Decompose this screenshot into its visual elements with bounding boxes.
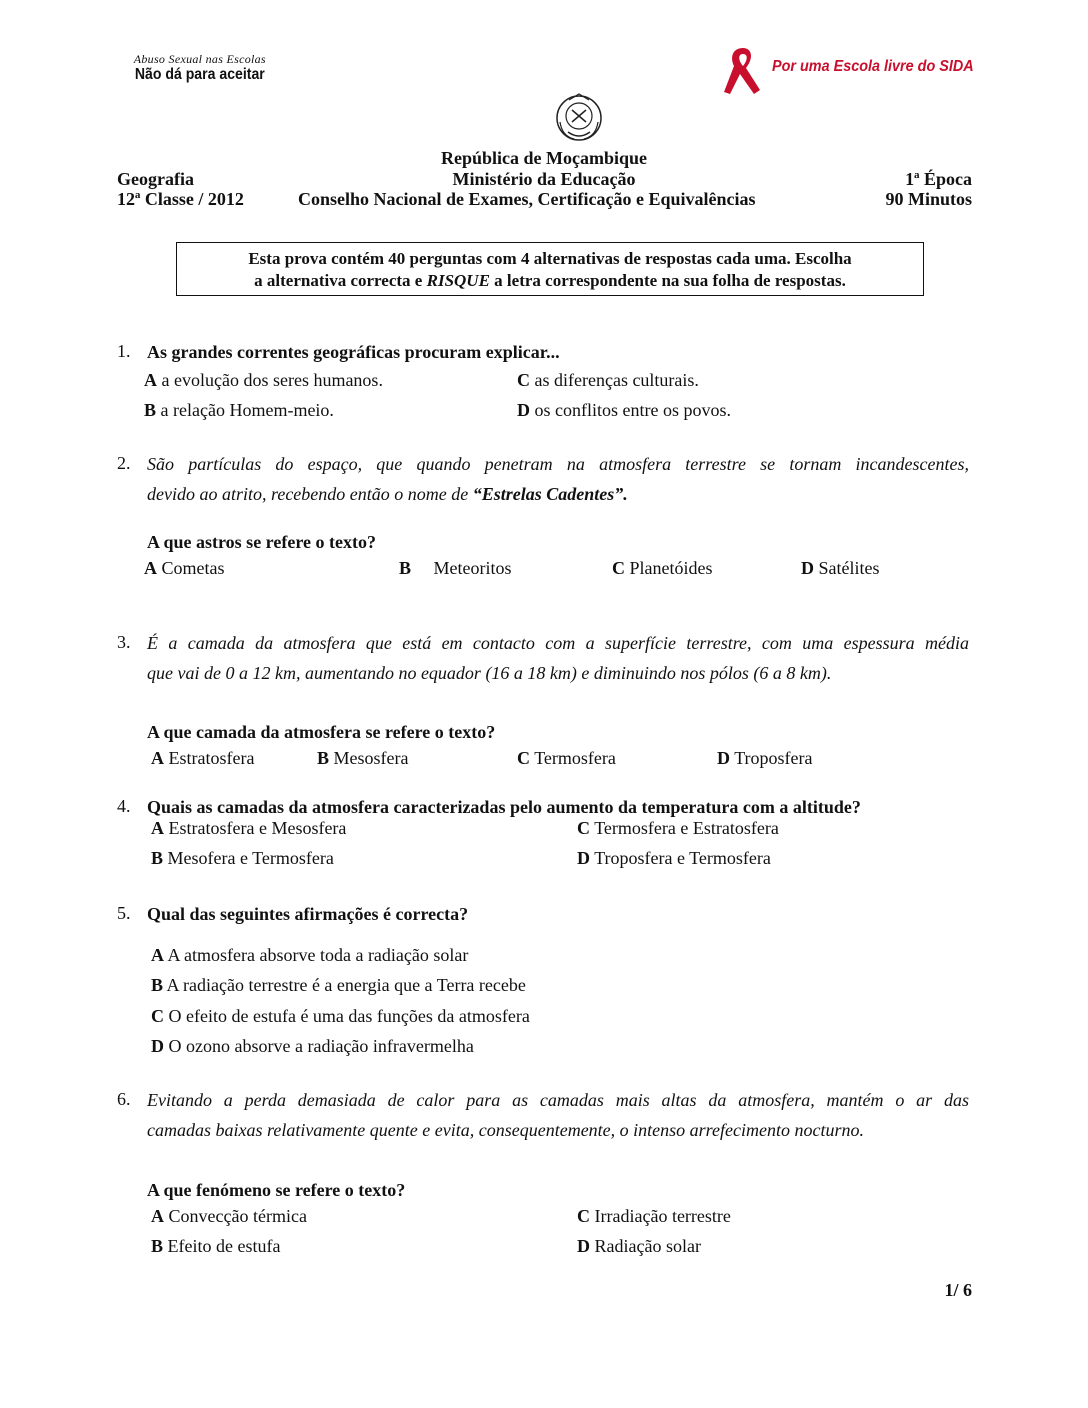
option-d: D Troposfera e Termosfera <box>577 848 771 868</box>
class-year: 12ª Classe / 2012 <box>117 189 244 209</box>
slogan-line-2: Não dá para aceitar <box>134 66 265 83</box>
option-a: A A atmosfera absorve toda a radiação solar <box>151 945 469 965</box>
option-d: D Radiação solar <box>577 1236 701 1256</box>
option-a: A Estratosfera <box>151 748 255 768</box>
question-prompt: A que fenómeno se refere o texto? <box>147 1180 406 1200</box>
question-prompt: Qual das seguintes afirmações é correcta? <box>147 904 469 924</box>
option-d: D os conflitos entre os povos. <box>517 400 731 420</box>
option-b: B a relação Homem-meio. <box>144 400 334 420</box>
instructions-box <box>176 242 924 296</box>
instructions-line-2: a alternativa correcta e RISQUE a letra correspondente na sua folha de respostas. <box>254 271 846 290</box>
question-number: 4. <box>117 796 131 816</box>
option-b: B Efeito de estufa <box>151 1236 281 1256</box>
question-prompt: A que camada da atmosfera se refere o texto? <box>147 722 496 742</box>
option-c: C Irradiação terrestre <box>577 1206 731 1226</box>
question-number: 6. <box>117 1089 131 1109</box>
question-prompt: A que astros se refere o texto? <box>147 532 376 552</box>
option-a: A a evolução dos seres humanos. <box>144 370 383 390</box>
option-d: D Troposfera <box>717 748 813 768</box>
option-a: A Cometas <box>144 558 225 578</box>
red-ribbon-icon <box>718 44 768 98</box>
option-c: C as diferenças culturais. <box>517 370 699 390</box>
question-number: 5. <box>117 903 131 923</box>
question-text-line-1: É a camada da atmosfera que está em contacto com a superfície terrestre, com uma espessura média <box>147 633 969 653</box>
option-c: C O efeito de estufa é uma das funções da atmosfera <box>151 1006 530 1026</box>
top-left-slogan <box>126 52 274 84</box>
question-number: 3. <box>117 632 131 652</box>
subject: Geografia <box>117 169 194 189</box>
top-right-slogan: Por uma Escola livre do SIDA <box>772 58 974 75</box>
option-d: D O ozono absorve a radiação infravermelha <box>151 1036 474 1056</box>
coat-of-arms-emblem <box>554 92 604 144</box>
option-b: B Mesofera e Termosfera <box>151 848 334 868</box>
option-b: B A radiação terrestre é a energia que a Terra recebe <box>151 975 526 995</box>
instructions-emphasis: RISQUE <box>426 271 490 290</box>
question-text-line-2: que vai de 0 a 12 km, aumentando no equador (16 a 18 km) e diminuindo nos pólos (6 a 8 km). <box>147 663 832 683</box>
option-c: C Planetóides <box>612 558 713 578</box>
option-a: A Convecção térmica <box>151 1206 307 1226</box>
instructions-line-1: Esta prova contém 40 perguntas com 4 alternativas de respostas cada uma. Escolha <box>248 249 852 268</box>
question-text-line-2: camadas baixas relativamente quente e evita, consequentemente, o intenso arrefecimento nocturno. <box>147 1120 864 1140</box>
question-text-line-1: Evitando a perda demasiada de calor para as camadas mais altas da atmosfera, mantém o ar das <box>147 1090 969 1110</box>
exam-duration: 90 Minutos <box>885 189 972 209</box>
option-b: B Mesosfera <box>317 748 409 768</box>
exam-epoch: 1ª Época <box>905 169 972 189</box>
option-d: D Satélites <box>801 558 880 578</box>
question-prompt: As grandes correntes geográficas procuram explicar... <box>147 342 560 362</box>
slogan-line-1: Abuso Sexual nas Escolas <box>133 52 266 66</box>
option-c: C Termosfera e Estratosfera <box>577 818 779 838</box>
question-text-line-1: São partículas do espaço, que quando penetram na atmosfera terrestre se tornam incandescentes, <box>147 454 969 474</box>
option-b: B Meteoritos <box>399 558 512 578</box>
option-a: A Estratosfera e Mesosfera <box>151 818 347 838</box>
republic-title: República de Moçambique <box>440 148 647 168</box>
page-number: 1/ 6 <box>944 1280 972 1300</box>
question-prompt: Quais as camadas da atmosfera caracterizadas pelo aumento da temperatura com a altitude? <box>147 797 861 817</box>
question-number: 1. <box>117 341 131 361</box>
ministry: Ministério da Educação <box>452 169 636 189</box>
question-number: 2. <box>117 453 131 473</box>
option-c: C Termosfera <box>517 748 616 768</box>
question-text-line-2: devido ao atrito, recebendo então o nome de “Estrelas Cadentes”. <box>147 484 628 504</box>
exam-council: Conselho Nacional de Exames, Certificação e Equivalências <box>298 189 756 209</box>
